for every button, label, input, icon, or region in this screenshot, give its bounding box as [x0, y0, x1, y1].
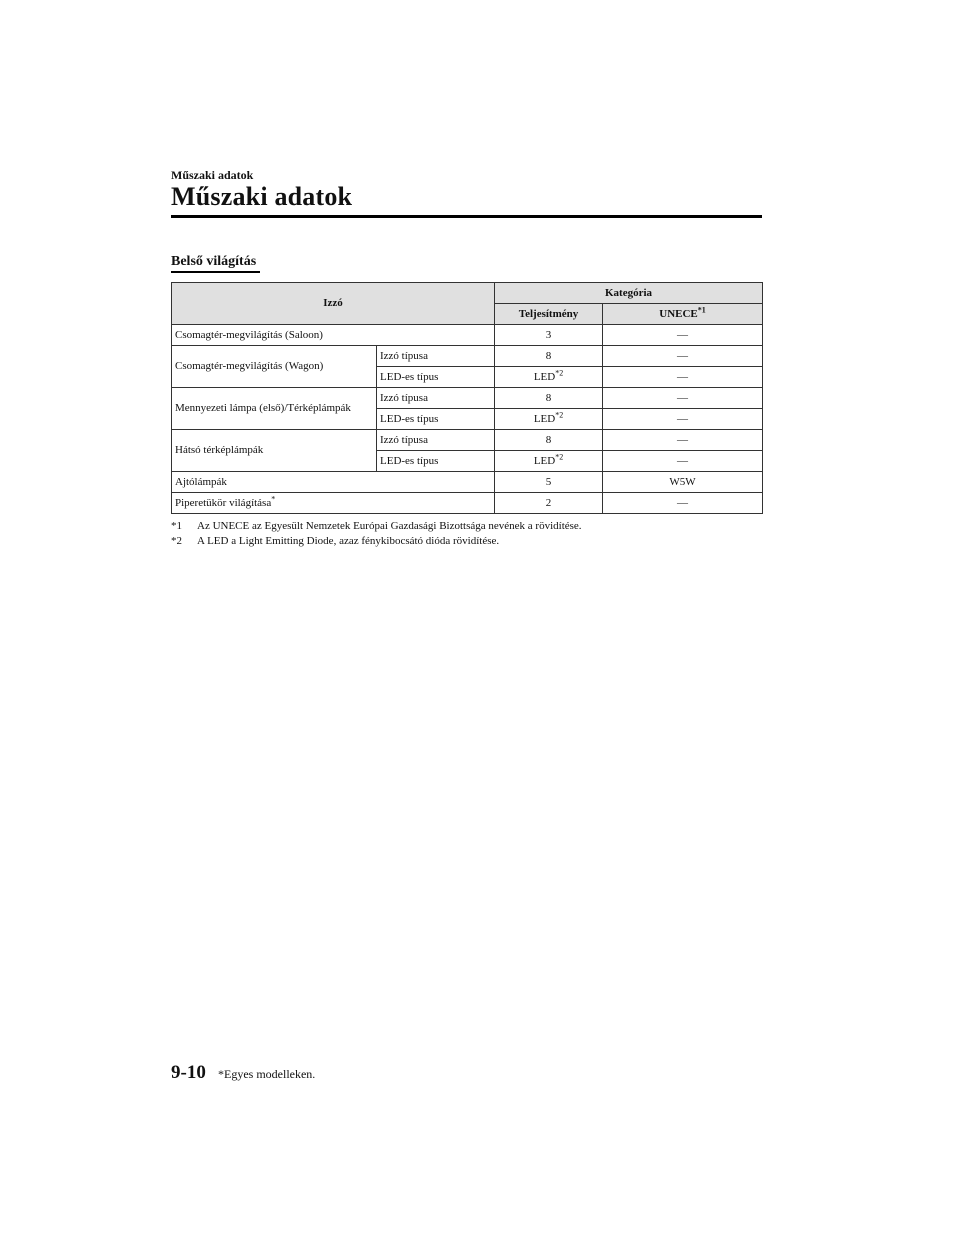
table-row: LED-es típus LED$^{*2}$ —	[172, 367, 763, 388]
table-row: LED-es típus LED$^{*2}$ —	[172, 409, 763, 430]
bulb-spec-table	[171, 282, 763, 514]
note-2	[171, 535, 771, 547]
header-category: Kategória	[495, 283, 763, 304]
running-head: Műszaki adatok	[171, 168, 254, 182]
table-row: Piperetükör világítása* 2 —	[172, 493, 763, 514]
header-power: Teljesítmény	[495, 304, 603, 325]
table-notes	[171, 520, 771, 550]
header-unece: UNECE$^{*1}$	[603, 304, 763, 325]
page-number: 9-10	[171, 1062, 206, 1083]
note-2-mark: *2	[171, 535, 182, 547]
table-row: Mennyezeti lámpa (első)/Térképlámpák Izzó típusa 8 —	[172, 388, 763, 409]
header-bulb: Izzó	[172, 283, 495, 325]
table-row: Hátsó térképlámpák Izzó típusa 8 —	[172, 430, 763, 451]
table-row: Csomagtér-megvilágítás (Saloon) 3 —	[172, 325, 763, 346]
footer-footnote: *Egyes modelleken.	[218, 1067, 316, 1081]
note-1	[171, 520, 771, 532]
title-rule	[171, 215, 762, 218]
table-row: Ajtólámpák 5 W5W	[172, 472, 763, 493]
section-underline	[171, 271, 260, 273]
table-row: LED-es típus LED$^{*2}$ —	[172, 451, 763, 472]
note-2-text: A LED a Light Emitting Diode, azaz fénykibocsátó dióda rövidítése.	[197, 535, 500, 547]
section-title: Belső világítás	[171, 254, 257, 269]
note-1-text: Az UNECE az Egyesült Nemzetek Európai Gazdasági Bizottsága nevének a rövidítése.	[197, 520, 582, 532]
chapter-title: Műszaki adatok	[171, 182, 353, 211]
note-1-mark: *1	[171, 520, 182, 532]
table-row: Csomagtér-megvilágítás (Wagon) Izzó típusa 8 —	[172, 346, 763, 367]
